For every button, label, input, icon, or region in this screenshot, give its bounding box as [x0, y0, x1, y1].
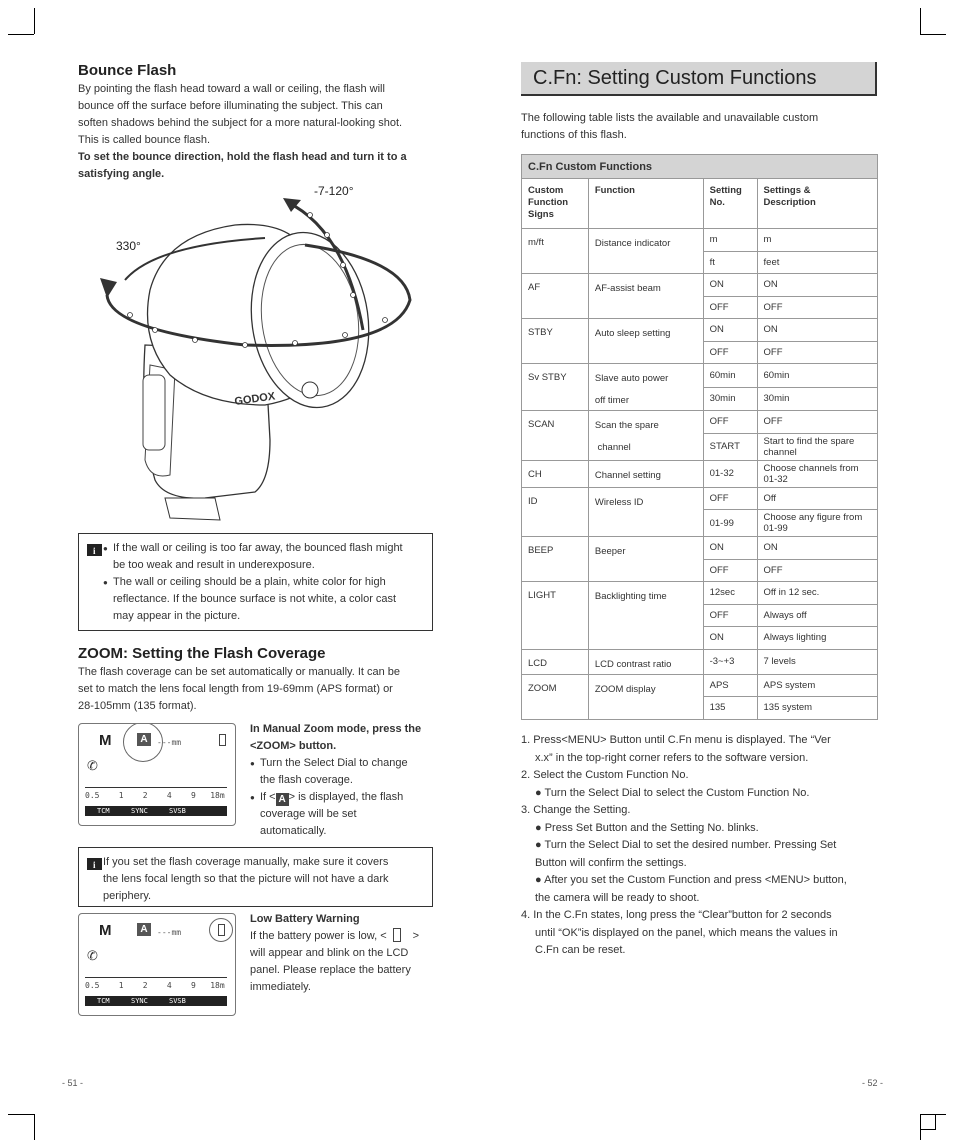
function-line: Scan the spare [594, 420, 659, 431]
zoom-mm-readout: ---mm [157, 738, 182, 747]
auto-zoom-badge [137, 923, 151, 936]
header-line: Function [528, 197, 569, 208]
header-line: Function [594, 185, 635, 196]
cell-setting-no: 60min [703, 364, 757, 388]
cell-setting-no: m [703, 229, 757, 252]
table-row [522, 274, 878, 297]
cell-setting-no: ON [703, 627, 757, 650]
svg-text:i: i [93, 546, 96, 556]
note-text [103, 540, 403, 625]
text-line: By pointing the flash head toward a wall or ceiling, the flash will [78, 83, 385, 95]
table-caption-row [522, 155, 878, 179]
text-line: If you set the flash coverage manually, make sure it covers [103, 856, 389, 868]
table-header-row [522, 179, 878, 229]
cell-sign: ZOOM [522, 674, 589, 719]
status-bar [85, 806, 227, 816]
column-header [522, 179, 589, 229]
step-line: ● Turn the Select Dial to set the desired number. Pressing Set [535, 839, 837, 851]
cell-function [588, 487, 703, 537]
mode-indicator: M [99, 732, 112, 749]
cell-description: APS system [757, 674, 877, 697]
note-bullet: ● The wall or ceiling should be a plain, white color for high [103, 574, 403, 591]
cell-sign: STBY [522, 319, 589, 364]
status-segment: TCM [97, 997, 110, 1005]
cell-sign: SCAN [522, 411, 589, 461]
cell-function [588, 411, 703, 461]
text-line: reflectance. If the bounce surface is not white, a color cast [113, 593, 397, 605]
scale-ticks [85, 784, 227, 788]
cell-function [588, 319, 703, 364]
cell-description: OFF [757, 559, 877, 582]
cell-function [588, 364, 703, 411]
auto-zoom-badge-text: A [140, 924, 148, 935]
zoom-body [78, 664, 438, 715]
cell-setting-no: ON [703, 319, 757, 342]
cell-setting-no: 30min [703, 387, 757, 411]
cell-description: Always off [757, 604, 877, 627]
distance-scale: 0.5 1 2 4 9 18m [85, 981, 225, 990]
step-line: the camera will be ready to shoot. [535, 891, 700, 904]
angle-vertical-label: -7-120° [314, 184, 354, 198]
text-line: 28-105mm (135 format). [78, 700, 197, 712]
text-line: In Manual Zoom mode, press the [250, 723, 422, 735]
low-battery-section [250, 911, 440, 996]
step-line: ● Turn the Select Dial to select the Custom Function No. [535, 786, 810, 799]
table-row [522, 319, 878, 342]
text-line: set to match the lens focal length from 19-69mm (APS format) or [78, 683, 393, 695]
cell-description: ON [757, 537, 877, 560]
function-line: off timer [594, 395, 629, 406]
function-line: Backlighting time [594, 591, 667, 602]
cell-description: Off [757, 487, 877, 510]
table-row [522, 364, 878, 388]
text-line: To set the bounce direction, hold the flash head and turn it to a [78, 151, 407, 163]
function-line: Beeper [594, 546, 626, 557]
function-line: channel [594, 442, 631, 453]
crop-mark [34, 1114, 35, 1140]
cfn-intro [521, 110, 877, 144]
cell-description: Always lighting [757, 627, 877, 650]
text-fragment: > [412, 930, 420, 942]
mode-indicator: M [99, 922, 112, 939]
step-line: ● Press Set Button and the Setting No. blinks. [535, 821, 759, 834]
crop-mark [920, 34, 946, 35]
cell-setting-no: START [703, 433, 757, 460]
note-box-bounce [78, 533, 433, 631]
cell-setting-no: ON [703, 537, 757, 560]
text-line: will appear and blink on the LCD [250, 947, 409, 959]
cell-description: feet [757, 251, 877, 274]
text-fragment: > is displayed, the flash [288, 791, 404, 803]
table-row [522, 537, 878, 560]
text-line: automatically. [260, 825, 327, 837]
column-header [703, 179, 757, 229]
status-segment: SYNC [131, 997, 148, 1005]
cell-function [588, 229, 703, 274]
battery-icon [218, 924, 225, 936]
step-line: 4. In the C.Fn states, long press the “Clear”button for 2 seconds [521, 909, 832, 921]
crop-box [920, 1114, 936, 1130]
text-line: soften shadows behind the subject for a more natural-looking shot. [78, 117, 403, 129]
zoom-heading: ZOOM: Setting the Flash Coverage [78, 645, 326, 662]
cell-setting-no: -3~+3 [703, 649, 757, 674]
table-row [522, 674, 878, 697]
step-line: until “OK”is displayed on the panel, which means the values in [535, 926, 838, 939]
step-line: x.x” in the top-right corner refers to the software version. [535, 751, 809, 764]
cell-description: OFF [757, 341, 877, 364]
function-line: Wireless ID [594, 496, 644, 508]
cfn-steps [521, 732, 871, 960]
text-line: may appear in the picture. [113, 610, 241, 622]
zoom-bullet [250, 789, 440, 806]
crop-mark [8, 34, 34, 35]
lcd-panel-battery [78, 913, 236, 1016]
text-line: The following table lists the available and unavailable custom [521, 112, 819, 124]
distance-scale: 0.5 1 2 4 9 18m [85, 791, 225, 800]
status-segment: SYNC [131, 807, 148, 815]
note-box-zoom [78, 847, 433, 907]
auto-zoom-badge [276, 793, 289, 806]
crop-mark [8, 1114, 34, 1115]
battery-icon [219, 734, 226, 746]
text-line: coverage will be set [260, 808, 357, 820]
bounce-flash-body [78, 81, 438, 183]
cell-sign: AF [522, 274, 589, 319]
low-battery-heading: Low Battery Warning [250, 913, 360, 925]
cell-setting-no: OFF [703, 559, 757, 582]
zoom-mm-readout: ---mm [157, 928, 182, 937]
cell-setting-no: 135 [703, 697, 757, 720]
text-line: the lens focal length so that the picture will not have a dark [103, 873, 389, 885]
step-line: ● After you set the Custom Function and press <MENU> button, [535, 874, 847, 886]
header-line: Settings & [763, 185, 811, 196]
cell-setting-no: 12sec [703, 582, 757, 605]
battery-icon [393, 928, 401, 942]
note-bullet: ● If the wall or ceiling is too far away, the bounced flash might [103, 540, 403, 557]
step-line: C.Fn can be reset. [535, 944, 626, 956]
text-line: bounce off the surface before illuminating the subject. This can [78, 100, 383, 112]
auto-zoom-badge-text: A [140, 734, 148, 745]
cell-setting-no: OFF [703, 487, 757, 510]
function-line: LCD contrast ratio [594, 658, 672, 670]
table-row [522, 649, 878, 674]
cell-function [588, 674, 703, 719]
text-line: <ZOOM> button. [250, 740, 337, 752]
page-number-left: - 51 - [62, 1078, 84, 1088]
cell-description: ON [757, 319, 877, 342]
function-line: AF-assist beam [594, 283, 661, 294]
function-line: Auto sleep setting [594, 328, 671, 339]
text-line: immediately. [250, 981, 311, 993]
zoom-bullet: ● Turn the Select Dial to change [250, 755, 440, 772]
cell-setting-no: ft [703, 251, 757, 274]
brand-logo: GODOX [233, 390, 276, 408]
status-bar [85, 996, 227, 1006]
auto-zoom-badge-text: A [278, 794, 286, 805]
crop-mark [920, 8, 921, 34]
cell-function [588, 460, 703, 487]
cfn-table [521, 154, 878, 720]
note-icon [87, 544, 102, 556]
cell-function [588, 537, 703, 582]
text-fragment: If < [260, 791, 276, 803]
scale-ticks [85, 974, 227, 978]
text-line: This is called bounce flash. [78, 134, 211, 146]
cell-description: Off in 12 sec. [757, 582, 877, 605]
cell-sign: Sv STBY [522, 364, 589, 411]
function-line: Slave auto power [594, 373, 669, 384]
cell-setting-no: OFF [703, 411, 757, 434]
text-line: panel. Please replace the battery [250, 964, 411, 976]
lcd-panel-zoom [78, 723, 236, 826]
table-row [522, 411, 878, 434]
text-line: the flash coverage. [260, 774, 353, 786]
cell-setting-no: OFF [703, 341, 757, 364]
cell-setting-no: APS [703, 674, 757, 697]
cell-setting-no: ON [703, 274, 757, 297]
text-line: be too weak and result in underexposure. [113, 559, 315, 571]
flash-head-illustration [95, 180, 415, 525]
note-text [103, 854, 389, 905]
step-line: 2. Select the Custom Function No. [521, 769, 689, 781]
cell-description: ON [757, 274, 877, 297]
cfn-title-box [521, 62, 877, 96]
header-line: Signs [528, 209, 554, 220]
page-number-right: - 52 - [862, 1078, 884, 1088]
text-fragment: If the battery power is low, < [250, 930, 387, 942]
wireless-slave-icon: ✆ [87, 948, 98, 963]
function-line: Channel setting [594, 469, 661, 481]
cell-sign: m/ft [522, 229, 589, 274]
page-title: C.Fn: Setting Custom Functions [533, 67, 817, 89]
header-line: Description [763, 197, 816, 208]
table-row [522, 582, 878, 605]
status-segment: SVSB [169, 807, 186, 815]
wireless-slave-icon: ✆ [87, 758, 98, 773]
cell-setting-no: 01-32 [703, 460, 757, 487]
status-segment: SVSB [169, 997, 186, 1005]
header-line: Setting [709, 185, 742, 196]
step-line: Button will confirm the settings. [535, 856, 687, 869]
cell-sign: CH [522, 460, 589, 487]
table-row [522, 487, 878, 510]
cell-description: 135 system [757, 697, 877, 720]
svg-text:i: i [93, 860, 96, 870]
header-line: No. [709, 197, 725, 208]
step-line: 1. Press<MENU> Button until C.Fn menu is displayed. The “Ver [521, 734, 831, 746]
table-caption: C.Fn Custom Functions [522, 155, 878, 179]
cell-function [588, 582, 703, 650]
note-icon [87, 858, 102, 870]
cell-description: 7 levels [757, 649, 877, 674]
angle-horizontal-label: 330° [116, 239, 141, 253]
cell-setting-no: 01-99 [703, 510, 757, 537]
text-line: satisfying angle. [78, 168, 165, 180]
status-segment: TCM [97, 807, 110, 815]
cell-function [588, 274, 703, 319]
cell-sign: LCD [522, 649, 589, 674]
cell-sign: BEEP [522, 537, 589, 582]
column-header [588, 179, 703, 229]
cell-description: m [757, 229, 877, 252]
column-header [757, 179, 877, 229]
cell-description: Start to find the spare channel [757, 433, 877, 460]
cell-sign: ID [522, 487, 589, 537]
function-line: ZOOM display [594, 683, 656, 695]
cell-description: 30min [757, 387, 877, 411]
text-line [250, 928, 440, 945]
crop-mark [34, 8, 35, 34]
cell-description: 60min [757, 364, 877, 388]
text-line: functions of this flash. [521, 129, 627, 141]
cell-description: OFF [757, 296, 877, 319]
cell-description: Choose channels from 01-32 [757, 460, 877, 487]
table-row [522, 460, 878, 487]
text-line: The flash coverage can be set automatically or manually. It can be [78, 666, 401, 678]
cell-description: OFF [757, 411, 877, 434]
text-line: periphery. [103, 890, 152, 902]
step-line: 3. Change the Setting. [521, 804, 631, 816]
cell-setting-no: OFF [703, 296, 757, 319]
cell-function [588, 649, 703, 674]
cell-setting-no: OFF [703, 604, 757, 627]
bounce-flash-heading: Bounce Flash [78, 62, 177, 79]
function-line: Distance indicator [594, 238, 671, 249]
table-row [522, 229, 878, 252]
cell-description: Choose any figure from 01-99 [757, 510, 877, 537]
manual-zoom-instructions [250, 721, 440, 840]
cell-sign: LIGHT [522, 582, 589, 650]
header-line: Custom [528, 185, 564, 196]
